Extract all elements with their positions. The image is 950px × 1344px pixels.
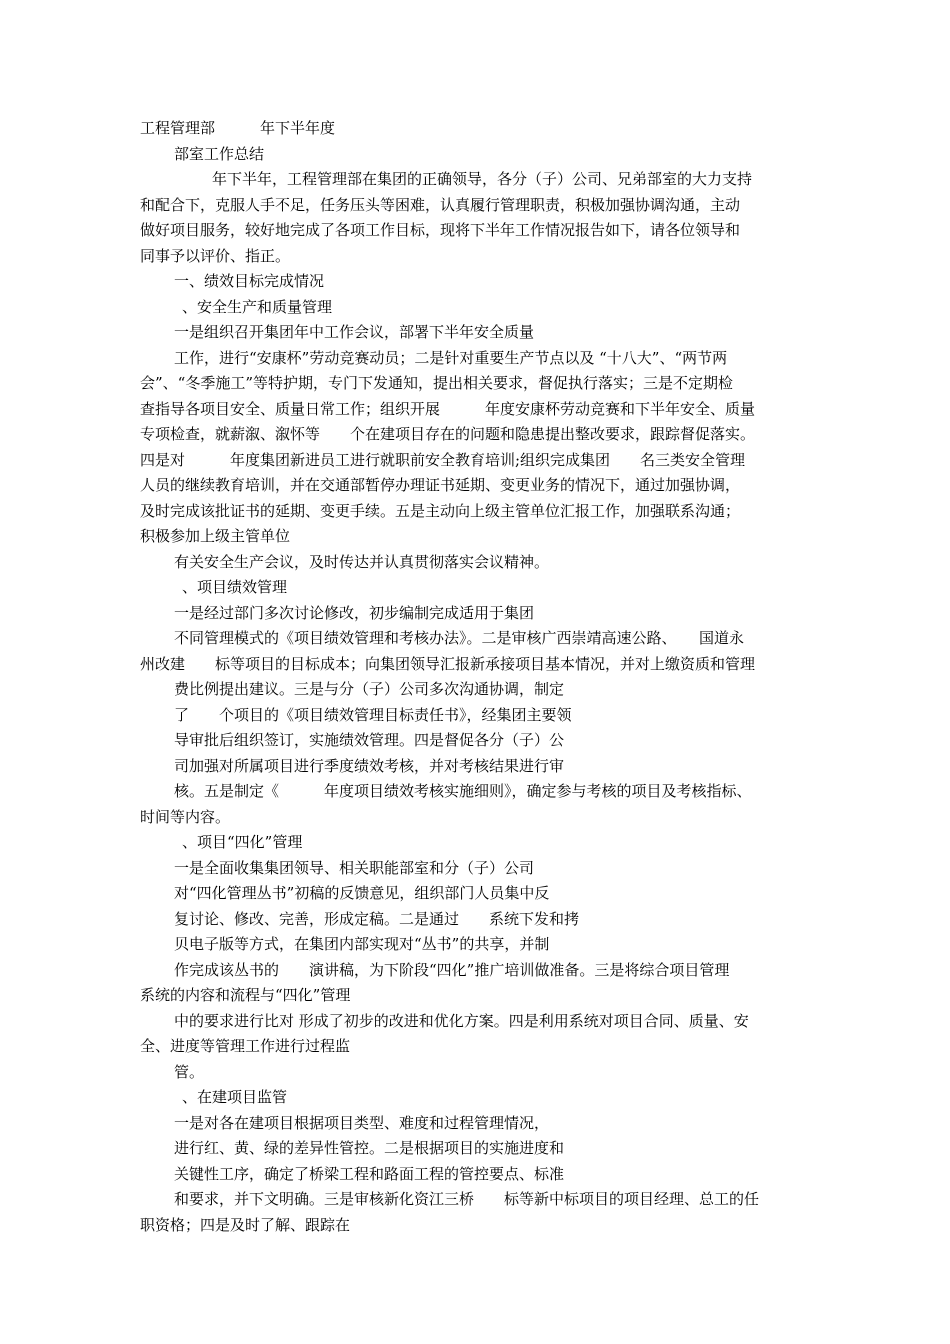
subsection-heading: 、在建项目监管: [182, 1088, 288, 1106]
subsection-heading: 、安全生产和质量管理: [182, 298, 333, 316]
document-subtitle: 部室工作总结: [174, 145, 265, 163]
subsection-heading: 、项目绩效管理: [182, 578, 288, 596]
body-line: 导审批后组织签订，实施绩效管理。四是督促各分（子）公: [174, 731, 565, 749]
subsection-heading: 、项目“四化”管理: [182, 833, 303, 851]
body-line: 职资格；四是及时了解、跟踪在: [140, 1216, 351, 1234]
body-line: 了 个项目的《项目绩效管理目标责任书》，经集团主要领: [174, 706, 572, 724]
document-title: 工程管理部 年下半年度: [140, 119, 336, 137]
body-line: 全、进度等管理工作进行过程监: [140, 1037, 351, 1055]
body-line: 查指导各项目安全、质量日常工作；组织开展 年度安康杯劳动竞赛和下半年安全、质量: [140, 400, 756, 418]
body-line: 司加强对所属项目进行季度绩效考核，并对考核结果进行审: [174, 757, 565, 775]
body-line: 时间等内容。: [140, 808, 231, 826]
section-heading: 一、绩效目标完成情况: [174, 272, 325, 290]
body-line: 作完成该丛书的 演讲稿，为下阶段“四化”推广培训做准备。三是将综合项目管理: [174, 961, 730, 979]
body-line: 对“四化管理丛书”初稿的反馈意见，组织部门人员集中反: [174, 884, 550, 902]
body-line: 一是对各在建项目根据项目类型、难度和过程管理情况，: [174, 1114, 550, 1132]
body-line: 做好项目服务，较好地完成了各项工作目标，现将下半年工作情况报告如下，请各位领导和: [140, 221, 741, 239]
body-line: 和配合下，克服人手不足，任务压头等困难，认真履行管理职责，积极加强协调沟通，主动: [140, 196, 741, 214]
body-line: 同事予以评价、指正。: [140, 247, 291, 265]
body-line: 贝电子版等方式，在集团内部实现对“丛书”的共享，并制: [174, 935, 550, 953]
body-line: 中的要求进行比对 形成了初步的改进和优化方案。四是利用系统对项目合同、质量、安: [174, 1012, 749, 1030]
body-line: 一是经过部门多次讨论修改，初步编制完成适用于集团: [174, 604, 535, 622]
body-line: 系统的内容和流程与“四化”管理: [140, 986, 351, 1004]
body-line: 费比例提出建议。三是与分（子）公司多次沟通协调，制定: [174, 680, 565, 698]
body-line: 进行红、黄、绿的差异性管控。二是根据项目的实施进度和: [174, 1139, 565, 1157]
body-line: 州改建 标等项目的目标成本；向集团领导汇报新承接项目基本情况，并对上缴资质和管理: [140, 655, 756, 673]
body-line: 管。: [174, 1063, 205, 1081]
body-line: 人员的继续教育培训，并在交通部暂停办理证书延期、变更业务的情况下，通过加强协调，: [140, 476, 741, 494]
body-line: 积极参加上级主管单位: [140, 527, 291, 545]
body-line: 有关安全生产会议，及时传达并认真贯彻落实会议精神。: [174, 553, 550, 571]
body-line: 不同管理模式的《项目绩效管理和考核办法》。二是审核广西崇靖高速公路、 国道永: [174, 629, 745, 647]
body-line: 及时完成该批证书的延期、变更手续。五是主动向上级主管单位汇报工作，加强联系沟通；: [140, 502, 741, 520]
body-line: 年下半年，工程管理部在集团的正确领导，各分（子）公司、兄弟部室的大力支持: [212, 170, 753, 188]
body-line: 四是对 年度集团新进员工进行就职前安全教育培训;组织完成集团 名三类安全管理: [140, 451, 746, 469]
body-line: 关键性工序，确定了桥梁工程和路面工程的管控要点、标准: [174, 1165, 565, 1183]
body-line: 一是全面收集集团领导、相关职能部室和分（子）公司: [174, 859, 535, 877]
body-line: 复讨论、修改、完善，形成定稿。二是通过 系统下发和拷: [174, 910, 580, 928]
body-line: 专项检查，就薪溆、溆怀等 个在建项目存在的问题和隐患提出整改要求，跟踪督促落实。: [140, 425, 756, 443]
body-line: 会”、“冬季施工”等特护期，专门下发通知，提出相关要求，督促执行落实；三是不定期检: [140, 374, 734, 392]
body-line: 核。五是制定《 年度项目绩效考核实施细则》，确定参与考核的项目及考核指标、: [174, 782, 752, 800]
body-line: 和要求，并下文明确。三是审核新化资江三桥 标等新中标项目的项目经理、总工的任: [174, 1190, 760, 1208]
body-line: 一是组织召开集团年中工作会议，部署下半年安全质量: [174, 323, 535, 341]
body-line: 工作，进行“安康杯”劳动竞赛动员；二是针对重要生产节点以及 “十八大”、“两节两: [174, 349, 728, 367]
